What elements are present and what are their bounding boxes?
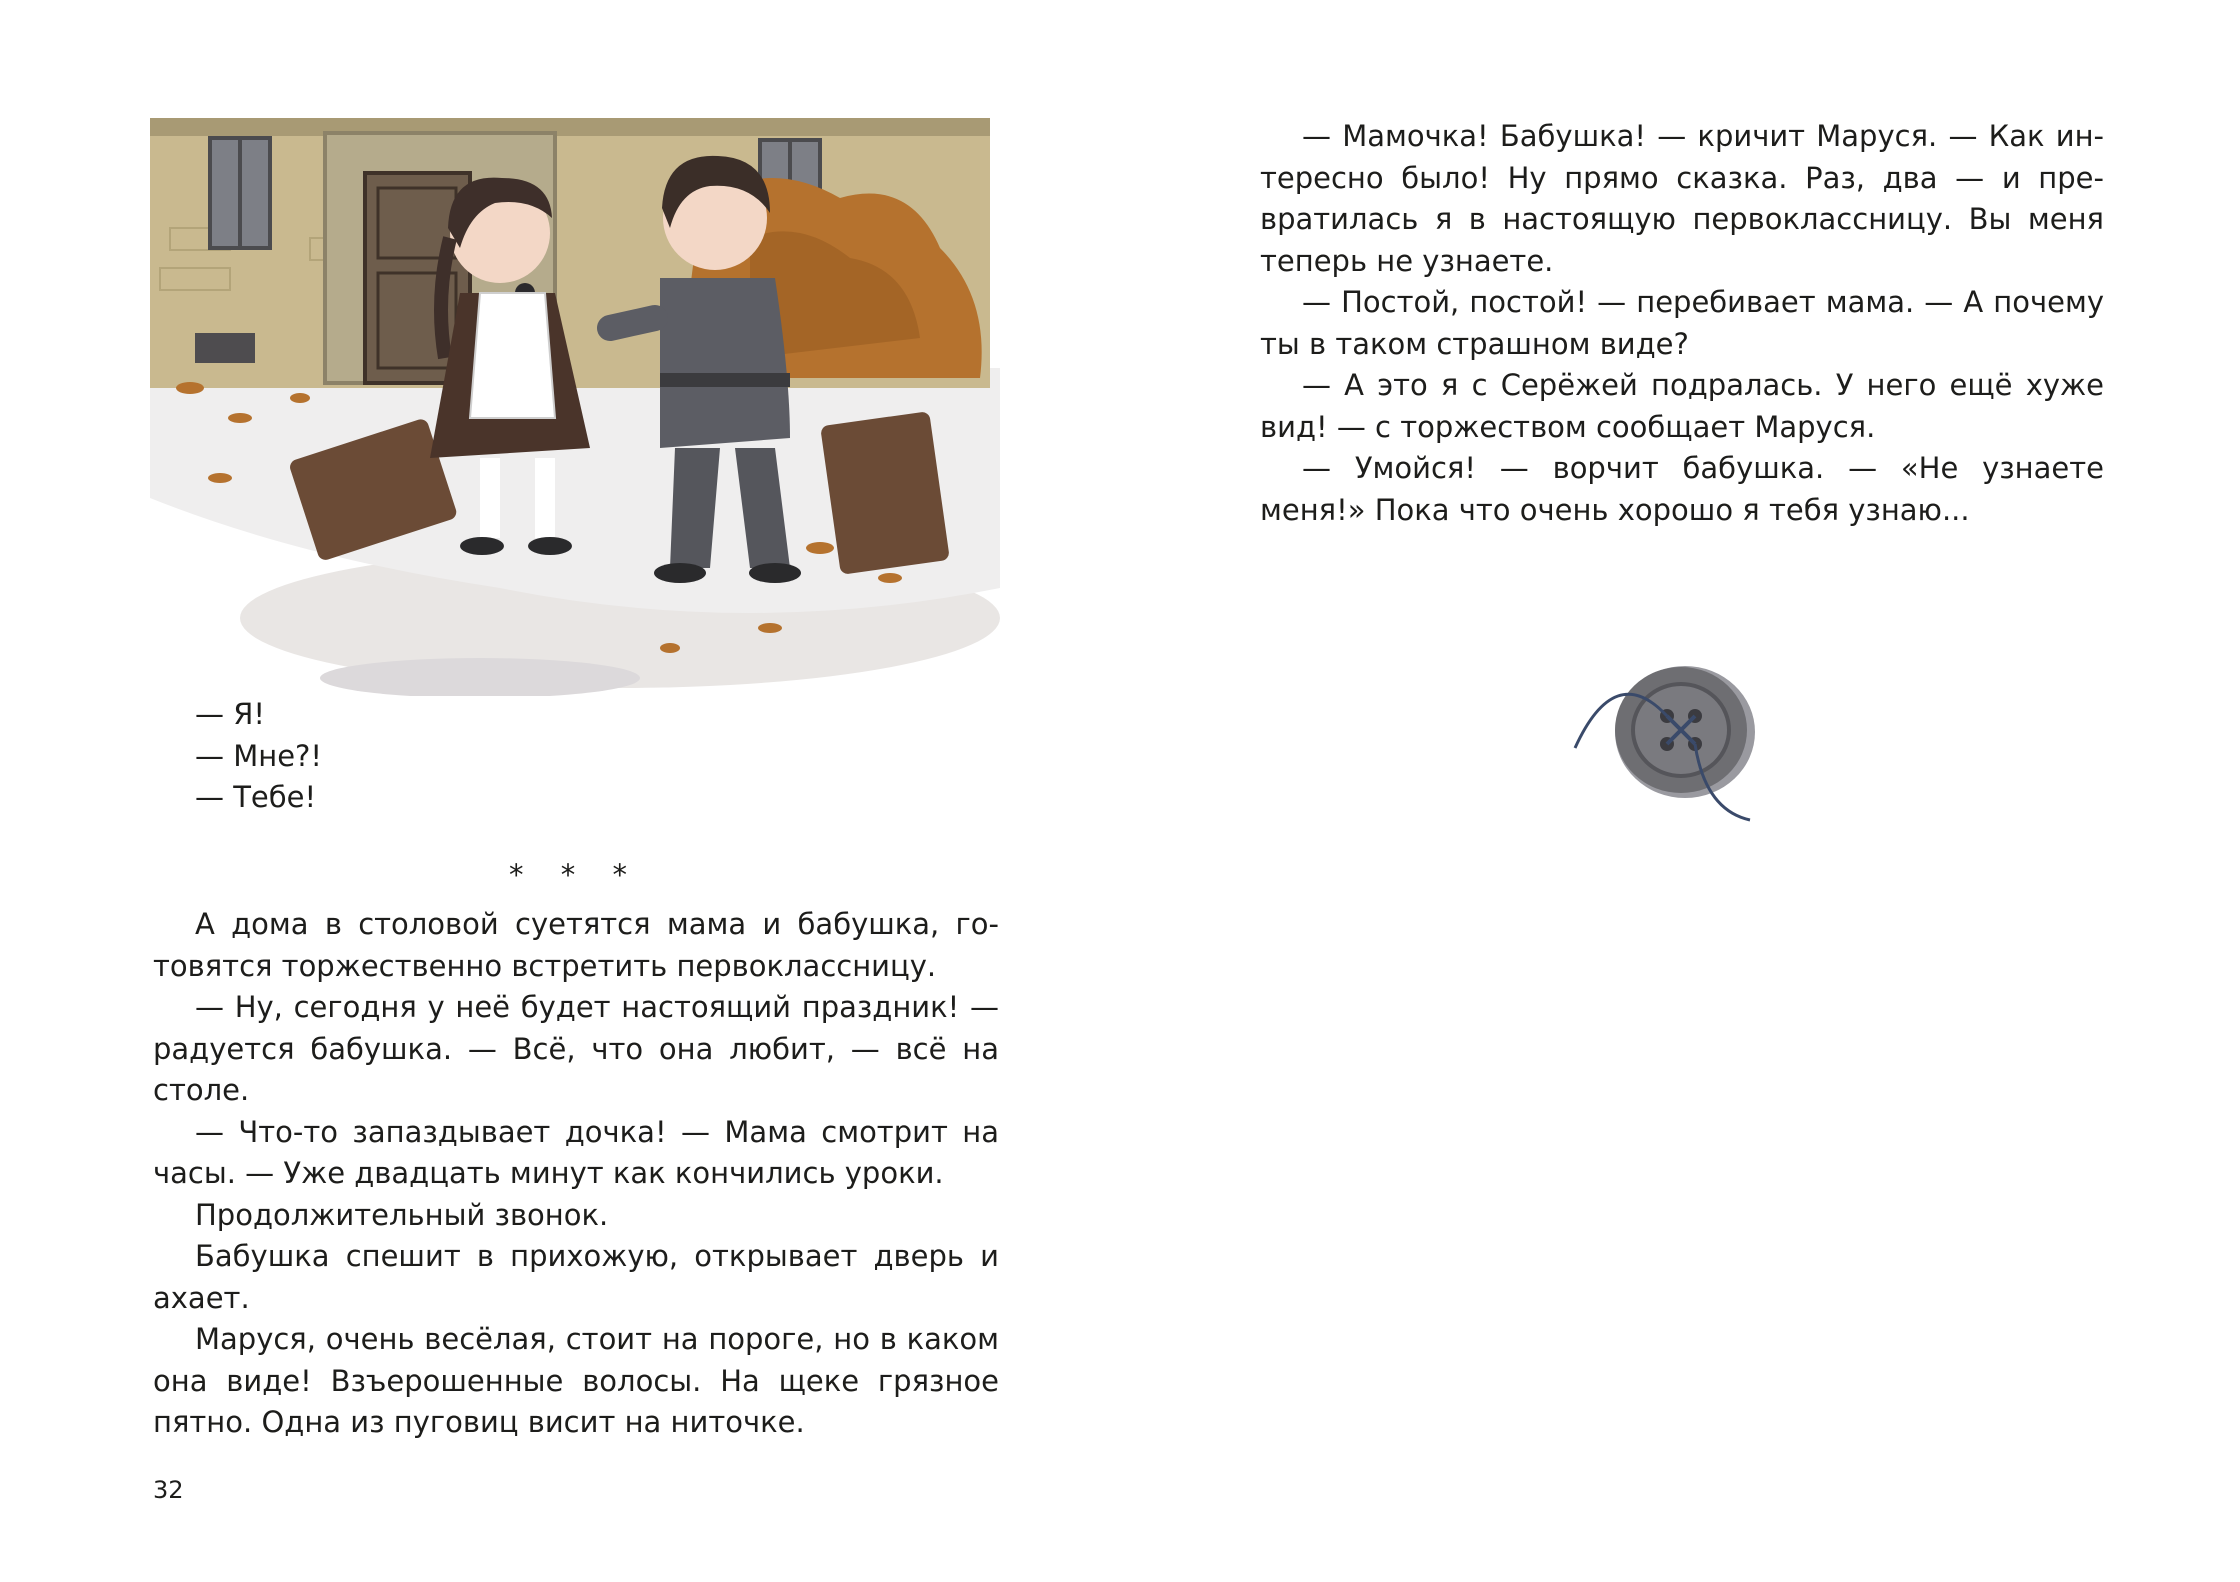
paragraph: Маруся, очень весёлая, стоит на пороге, но в каком она виде! Взъерошенные волосы. На щеке грязное пятно. Одна из пуговиц висит на ниточке. [153,1322,999,1439]
short-dialog [153,694,1003,819]
section-break: * * * [509,858,641,892]
paragraph: А дома в столовой суетятся мама и бабушка, готовятся торжественно встретить первоклассницу. [153,907,999,983]
left-page-text [153,904,999,1444]
button-on-thread-illustration [1555,640,1795,840]
right-page [1120,0,2240,1582]
dialog-line: — Тебе! [195,780,317,814]
paragraph: Продолжительный звонок. [195,1197,609,1232]
paragraph: — Ну, сегодня у неё будет настоящий праздник! — радуется бабушка. — Всё, что она любит, — всё на столе. [153,990,999,1107]
paragraph: Бабушка спешит в прихожую, открывает дверь и ахает. [153,1239,999,1315]
paragraph: — Умойся! — ворчит бабушка. — «Не узнаете меня!» Пока что очень хорошо я тебя узнаю... [1260,451,2104,527]
right-page-text [1260,116,2104,531]
paragraph: — Мамочка! Бабушка! — кричит Маруся. — Как интересно было! Ну прямо сказка. Раз, два — и превратилась я в настоящую первоклассницу. Вы меня теперь не узнаете. [1260,119,2104,278]
paragraph: — А это я с Серёжей подралась. У него ещё хуже вид! — с торжеством сообщает Маруся. [1260,368,2104,444]
dialog-line: — Я! [195,697,265,731]
page-number: 32 [153,1476,184,1504]
dialog-line: — Мне?! [195,738,323,773]
paragraph: — Постой, постой! — перебивает мама. — А почему ты в таком страшном виде? [1260,285,2104,361]
paragraph: — Что-то запаздывает дочка! — Мама смотрит на часы. — Уже двадцать минут как кончились уроки. [153,1114,999,1190]
illustration-children-arguing [150,118,1000,696]
